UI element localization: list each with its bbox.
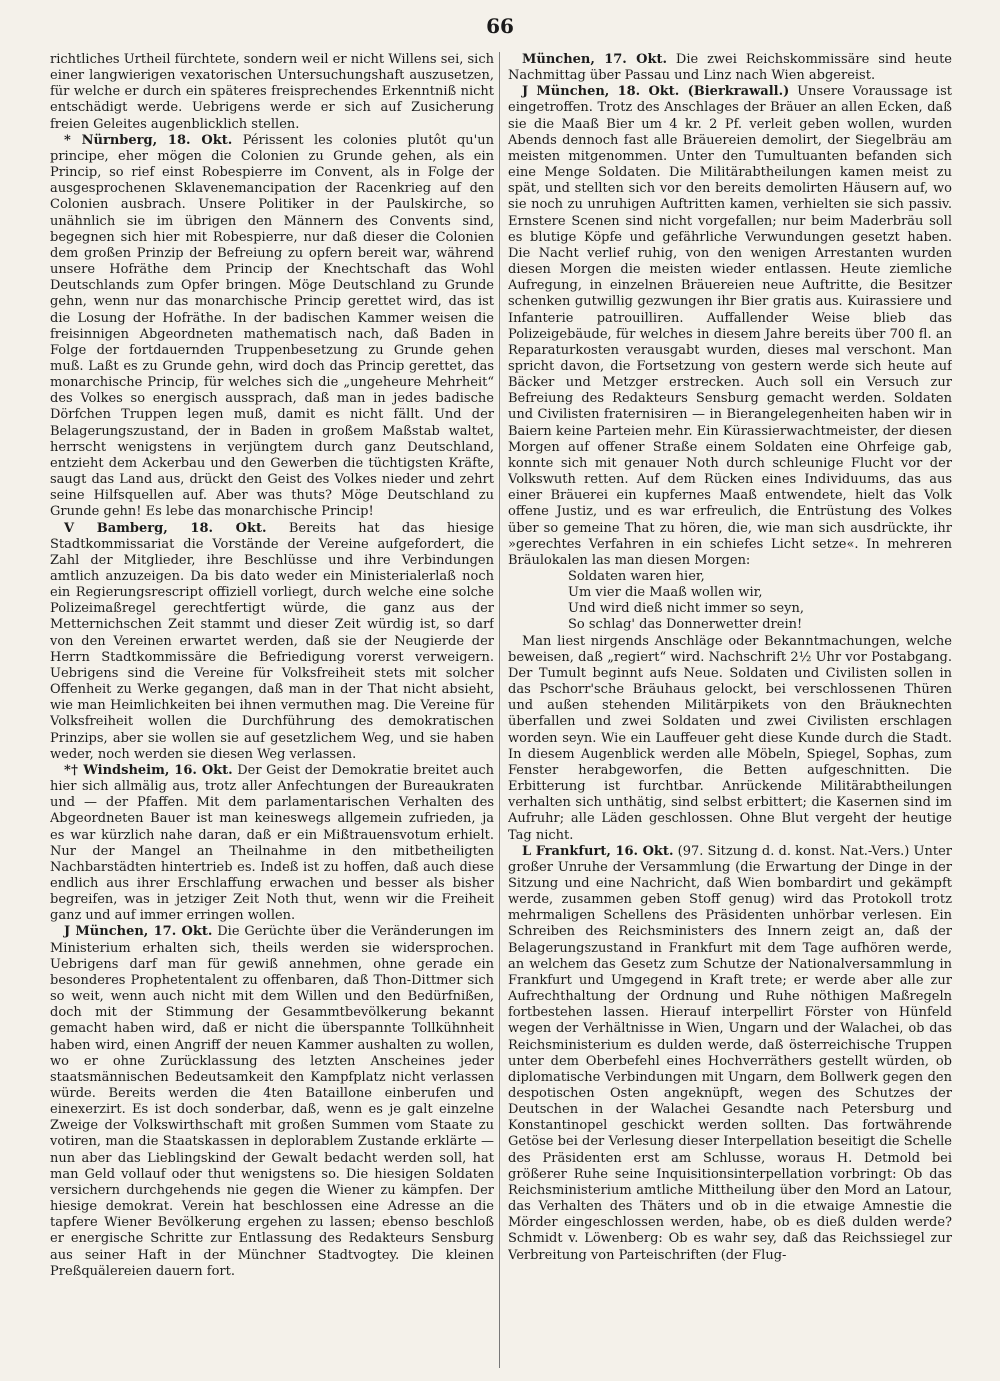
article-text: (97. Sitzung d. d. konst. Nat.-Vers.) Unter großer Unruhe der Versammlung (die Erwartung der Dinge in der Sitzung und eine Nachricht, daß Wien bombardirt und gekämpft werde, zusammen geben Stoff genug) wird das Protokoll trotz mehrmaligen Schellens des Präsidenten unhörbar verlesen. Ein Schreiben des Reichsministers des Innern zeigt an, daß der Belagerungszustand in Frankfurt mit dem Tage aufhören werde, an welchem das Gesetz zum Schutze der Nationalversammlung in Frankfurt und Umgegend in Kraft trete; er werde aber alle zur Aufrechthaltung der Ordnung und Ruhe nöthigen Maßregeln fortbestehen lassen. Hierauf interpellirt Förster von Hünfeld wegen der Verhältnisse in Wien, Ungarn und der Walachei, ob das Reichsministerium es dulden werde, daß österreichische Truppen unter dem Oberbefehl eines Hochverräthers gestellt würden, ob diplomatische Verbindungen mit Ungarn, dem Bollwerk gegen den despotischen Osten angeknüpft, wegen des Schutzes der Deutschen in der Walachei Gesandte nach Petersburg und Konstantinopel geschickt werden sollten. Das fortwährende Getöse bei der Verlesung dieser Interpellation beseitigt die Schelle des Präsidenten erst am Schlusse, woraus H. Detmold bei größerer Ruhe seine Inquisitionsinterpellation vorbringt: Ob das Reichsministerium amtliche Mittheilung über den Mord an Latour, das Verhalten des Thäters und ob in die etwaige Amnestie die Mörder eingeschlossen werden, habe, ob es dieß dulden werde? Schmidt v. Löwenberg: Ob es wahr sey, daß das Reichssiegel zur Verbreitung von Parteischriften (der Flug- (508, 843, 952, 1263)
page-number: 66 (486, 14, 514, 38)
article-text: Périssent les colonies plutôt qu'un principe, eher mögen die Colonien zu Grunde gehen, als ein Princip, so rief einst Robespierre im Convent, als in Folge der ausgesprochenen Sklavenemancipation der Racenkrieg auf den Colonien ausbrach. Unsere Politiker in der Paulskirche, so unähnlich sie im übrigen den Männern des Convents sind, begegnen sich hier mit Robespierre, nur daß dieser die Colonien dem großen Prinzip der Befreiung zu opfern bereit war, während unsere Hofräthe dem Princip der Knechtschaft das Wohl Deutschlands zum Opfer bringen. Möge Deutschland zu Grunde gehn, wenn nur das monarchische Princip gerettet wird, das ist die Losung der Hofräthe. In der badischen Kammer weisen die freisinnigen Abgeordneten mathematisch nach, daß Baden in Folge der fortdauernden Truppenbesetzung zu Grunde gehen muß. Laßt es zu Grunde gehn, wird doch das Princip gerettet, das monarchische Princip, für welches sich die „ungeheure Mehrheit“ des Volkes so energisch aussprach, daß man in jedes badische Dörfchen Truppen legen muß, damit es nicht fällt. Und der Belagerungszustand, der in Baden in großem Maßstab waltet, herrscht wenigstens in verjüngtem durch ganz Deutschland, entzieht dem Ackerbau und den Gewerben die tüchtigsten Kräfte, saugt das Land aus, drückt den Geist des Volkes nieder und zehrt seine Hilfsquellen auf. Aber was thuts? Möge Deutschland zu Grunde gehn! Es lebe das monarchische Princip! (50, 132, 494, 520)
verse-line: Soldaten waren hier, (568, 569, 705, 584)
verse-line: Und wird dieß nicht immer so seyn, (568, 601, 804, 617)
dateline: J München, 18. Okt. (Bierkrawall.) (522, 84, 790, 100)
dateline: J München, 17. Okt. (64, 924, 213, 940)
column-divider (499, 52, 500, 1368)
article-text: Bereits hat das hiesige Stadtkommissariat die Vorstände der Vereine aufgefordert, die Zahl der Mitglieder, ihre Beschlüsse und ihre Verbindungen amtlich anzuzeigen. Da bis dato weder ein Ministerialerlaß noch ein Regierungsrescript offiziell vorliegt, durch welche eine solche Polizeimaßregel gerechtfertigt würde, die ganz aus der Metternichschen Zeit stammt und dieser Zeit würdig ist, so darf von den Vereinen erwartet werden, daß sie der Neugierde der Herrn Stadtkommissäre die Befriedigung vorerst verweigern. Uebrigens sind die Vereine für Volksfreiheit stets mit solcher Offenheit zu Werke gegangen, daß man in der That nicht absieht, wie man Heimlichkeiten bei ihnen vermuthen mag. Die Vereine für Volksfreiheit wollen die Durchführung des demokratischen Prinzips, aber sie wollen sie auf gesetzlichem Weg, und sie haben weder, noch werden sie diesen Weg verlassen. (50, 520, 494, 762)
article-text: Unsere Voraussage ist eingetroffen. Trotz des Anschlages der Bräuer an allen Ecken, daß sie die Maaß Bier um 4 kr. 2 Pf. verleit geben wollen, wurden Abends dennoch fast alle Bräuereien demolirt, der Siegelbräu am meisten mitgenommen. Unter den Tumultuanten befanden sich eine Menge Soldaten. Die Militärabtheilungen kamen meist zu spät, und stellten sich vor den bereits demolirten Häusern auf, wo sie noch zu unruhigen Auftritten kamen, verhielten sie sich passiv. Ernstere Scenen sind nicht vorgefallen; nur beim Maderbräu soll es blutige Köpfe und gefährliche Verwundungen gesetzt haben. Die Nacht verlief ruhig, von den wenigen Arrestanten wurden diesen Morgen die meisten wieder entlassen. Heute ziemliche Aufregung, in einzelnen Bräuereien neue Auftritte, die Besitzer schenken gutwillig gezwungen ihr Bier gratis aus. Kuirassiere und Infanterie patrouilliren. Auffallender Weise blieb das Polizeigebäude, für welches in diesem Jahre bereits über 700 fl. an Reparaturkosten verausgabt wurden, dieses mal verschont. Man spricht davon, die Fortsetzung von gestern werde sich heute auf Bäcker und Metzger erstrecken. Auch soll ein Versuch zur Befreiung des Redakteurs Sensburg gemacht werden. Soldaten und Civilisten fraternisiren — in Bierangelegenheiten haben wir in Baiern keine Parteien mehr. Ein Kürassierwachtmeister, der diesen Morgen auf offener Straße einem Soldaten eine Ohrfeige gab, konnte sich mit genauer Noth durch schleunige Flucht vor der Volkswuth retten. Auf dem Rücken eines Individuums, das aus einer Bräuerei ein kupfernes Maaß entwendete, hielt das Volk offene Justiz, und es war erfreulich, die Entrüstung des Volkes über so gemeine That zu hören, die, wie man sich ausdrückte, ihr »gerechtes Verfahren in ein schiefes Licht setze«. In mehreren Bräulokalen las man diesen Morgen: (508, 84, 952, 568)
dateline: *† Windsheim, 16. Okt. (64, 762, 233, 778)
right-column (508, 52, 952, 1368)
article-bierkrawall (508, 84, 952, 569)
dateline: * Nürnberg, 18. Okt. (64, 132, 233, 148)
dateline: L Frankfurt, 16. Okt. (522, 843, 674, 859)
article-text: Die Gerüchte über die Veränderungen im Ministerium erhalten sich, theils werden sie widersprochen. Uebrigens darf man für gewiß annehmen, ohne gerade ein besonderes Prophetentalent zu offenbaren, daß Thon-Dittmer sich so weit, wenn auch nicht mit dem Willen und den Bedürfnißen, doch mit der Stimmung der Gesammtbevölkerung bekannt gemacht haben wird, daß er nicht die überspannte Tollkühnheit haben wird, einen Angriff der neuen Kammer aushalten zu wollen, wo er ohne Zurücklassung des letzten Anscheines jeder staatsmännischen Bedeutsamkeit den Kampfplatz nicht verlassen würde. Bereits werden die 4ten Bataillone einberufen und einexerzirt. Es ist doch sonderbar, daß, wenn es je galt einzelne Zweige der Volkswirthschaft mit großen Summen vom Staate zu votiren, man die Staatskassen in deplorablem Zustande erklärte — nun aber das Lieblingskind der Gewalt bedacht werden soll, hat man Geld vollauf oder thut wenigstens so. Die hiesigen Soldaten versichern durchgehends nie gegen die Wiener zu kämpfen. Der hiesige demokrat. Verein hat beschlossen eine Adresse an die tapfere Wiener Bevölkerung ergehen zu lassen; ebenso beschloß er energische Schritte zur Entlassung des Redakteurs Sensburg aus seiner Haft in der Münchner Stadtvogtey. Die kleinen Preßquälereien dauern fort. (50, 924, 494, 1279)
article-nuernberg (50, 133, 494, 521)
verse (568, 569, 952, 634)
verse-line: So schlag' das Donnerwetter drein! (568, 617, 803, 633)
article-text: Die zwei Reichskommissäre sind heute Nachmittag über Passau und Linz nach Wien abgereist. (508, 52, 952, 84)
verse-line: Um vier die Maaß wollen wir, (568, 585, 763, 601)
article-bamberg (50, 521, 494, 763)
article-text: richtliches Urtheil fürchtete, sondern weil er nicht Willens sei, sich einer langwierigen vexatorischen Untersuchungshaft auszusetzen, für welche er durch ein späteres freisprechendes Erkenntniß nicht entschädigt werde. Uebrigens werde er sich auf Zusicherung freien Geleites augenblicklich stellen. (50, 52, 494, 132)
article-muenchen-17 (508, 52, 952, 84)
dateline: V Bamberg, 18. Okt. (64, 520, 267, 536)
article-windsheim (50, 763, 494, 925)
dateline: München, 17. Okt. (522, 52, 667, 67)
article-text: Der Geist der Demokratie breitet auch hier sich allmälig aus, trotz aller Anfechtungen der Bureaukraten und — der Pfaffen. Mit dem parlamentarischen Verhalten des Abgeordneten Bauer ist man keineswegs allgemein zufrieden, ja es war kürzlich nahe daran, daß er ein Mißtrauensvotum erhielt. Nur der Mangel an Theilnahme in den mitbetheiligten Nachbarstädten hintertrieb es. Indeß ist zu hoffen, daß auch diese endlich aus ihrer Erschlaffung erwachen und besser als bisher begreifen, was in jetziger Zeit Noth thut, wenn wir die Freiheit ganz und auf immer erringen wollen. (50, 762, 494, 924)
article-text: Man liest nirgends Anschläge oder Bekanntmachungen, welche beweisen, daß „regiert“ wird. Nachschrift 2½ Uhr vor Postabgang. Der Tumult beginnt aufs Neue. Soldaten und Civilisten sollen in das Pschorr'sche Bräuhaus gelockt, bei verschlossenen Thüren und außen stehenden Militärpikets von den Bräuknechten überfallen und zwei Soldaten und zwei Civilisten erschlagen worden seyn. Wie ein Lauffeuer geht diese Kunde durch die Stadt. In diesem Augenblick werden alle Möbeln, Spiegel, Sophas, zum Fenster herabgeworfen, die Betten aufgeschnitten. Die Erbitterung ist furchtbar. Anrückende Militärabtheilungen verhalten sich unthätig, sind selbst erbittert; die Kasernen sind im Aufruhr; alle Läden geschlossen. Ohne Blut vergeht der heutige Tag nicht. (508, 633, 952, 843)
article-nachschrift (508, 634, 952, 844)
left-column (50, 52, 494, 1368)
article-frankfurt (508, 844, 952, 1264)
article-muenchen (50, 924, 494, 1279)
